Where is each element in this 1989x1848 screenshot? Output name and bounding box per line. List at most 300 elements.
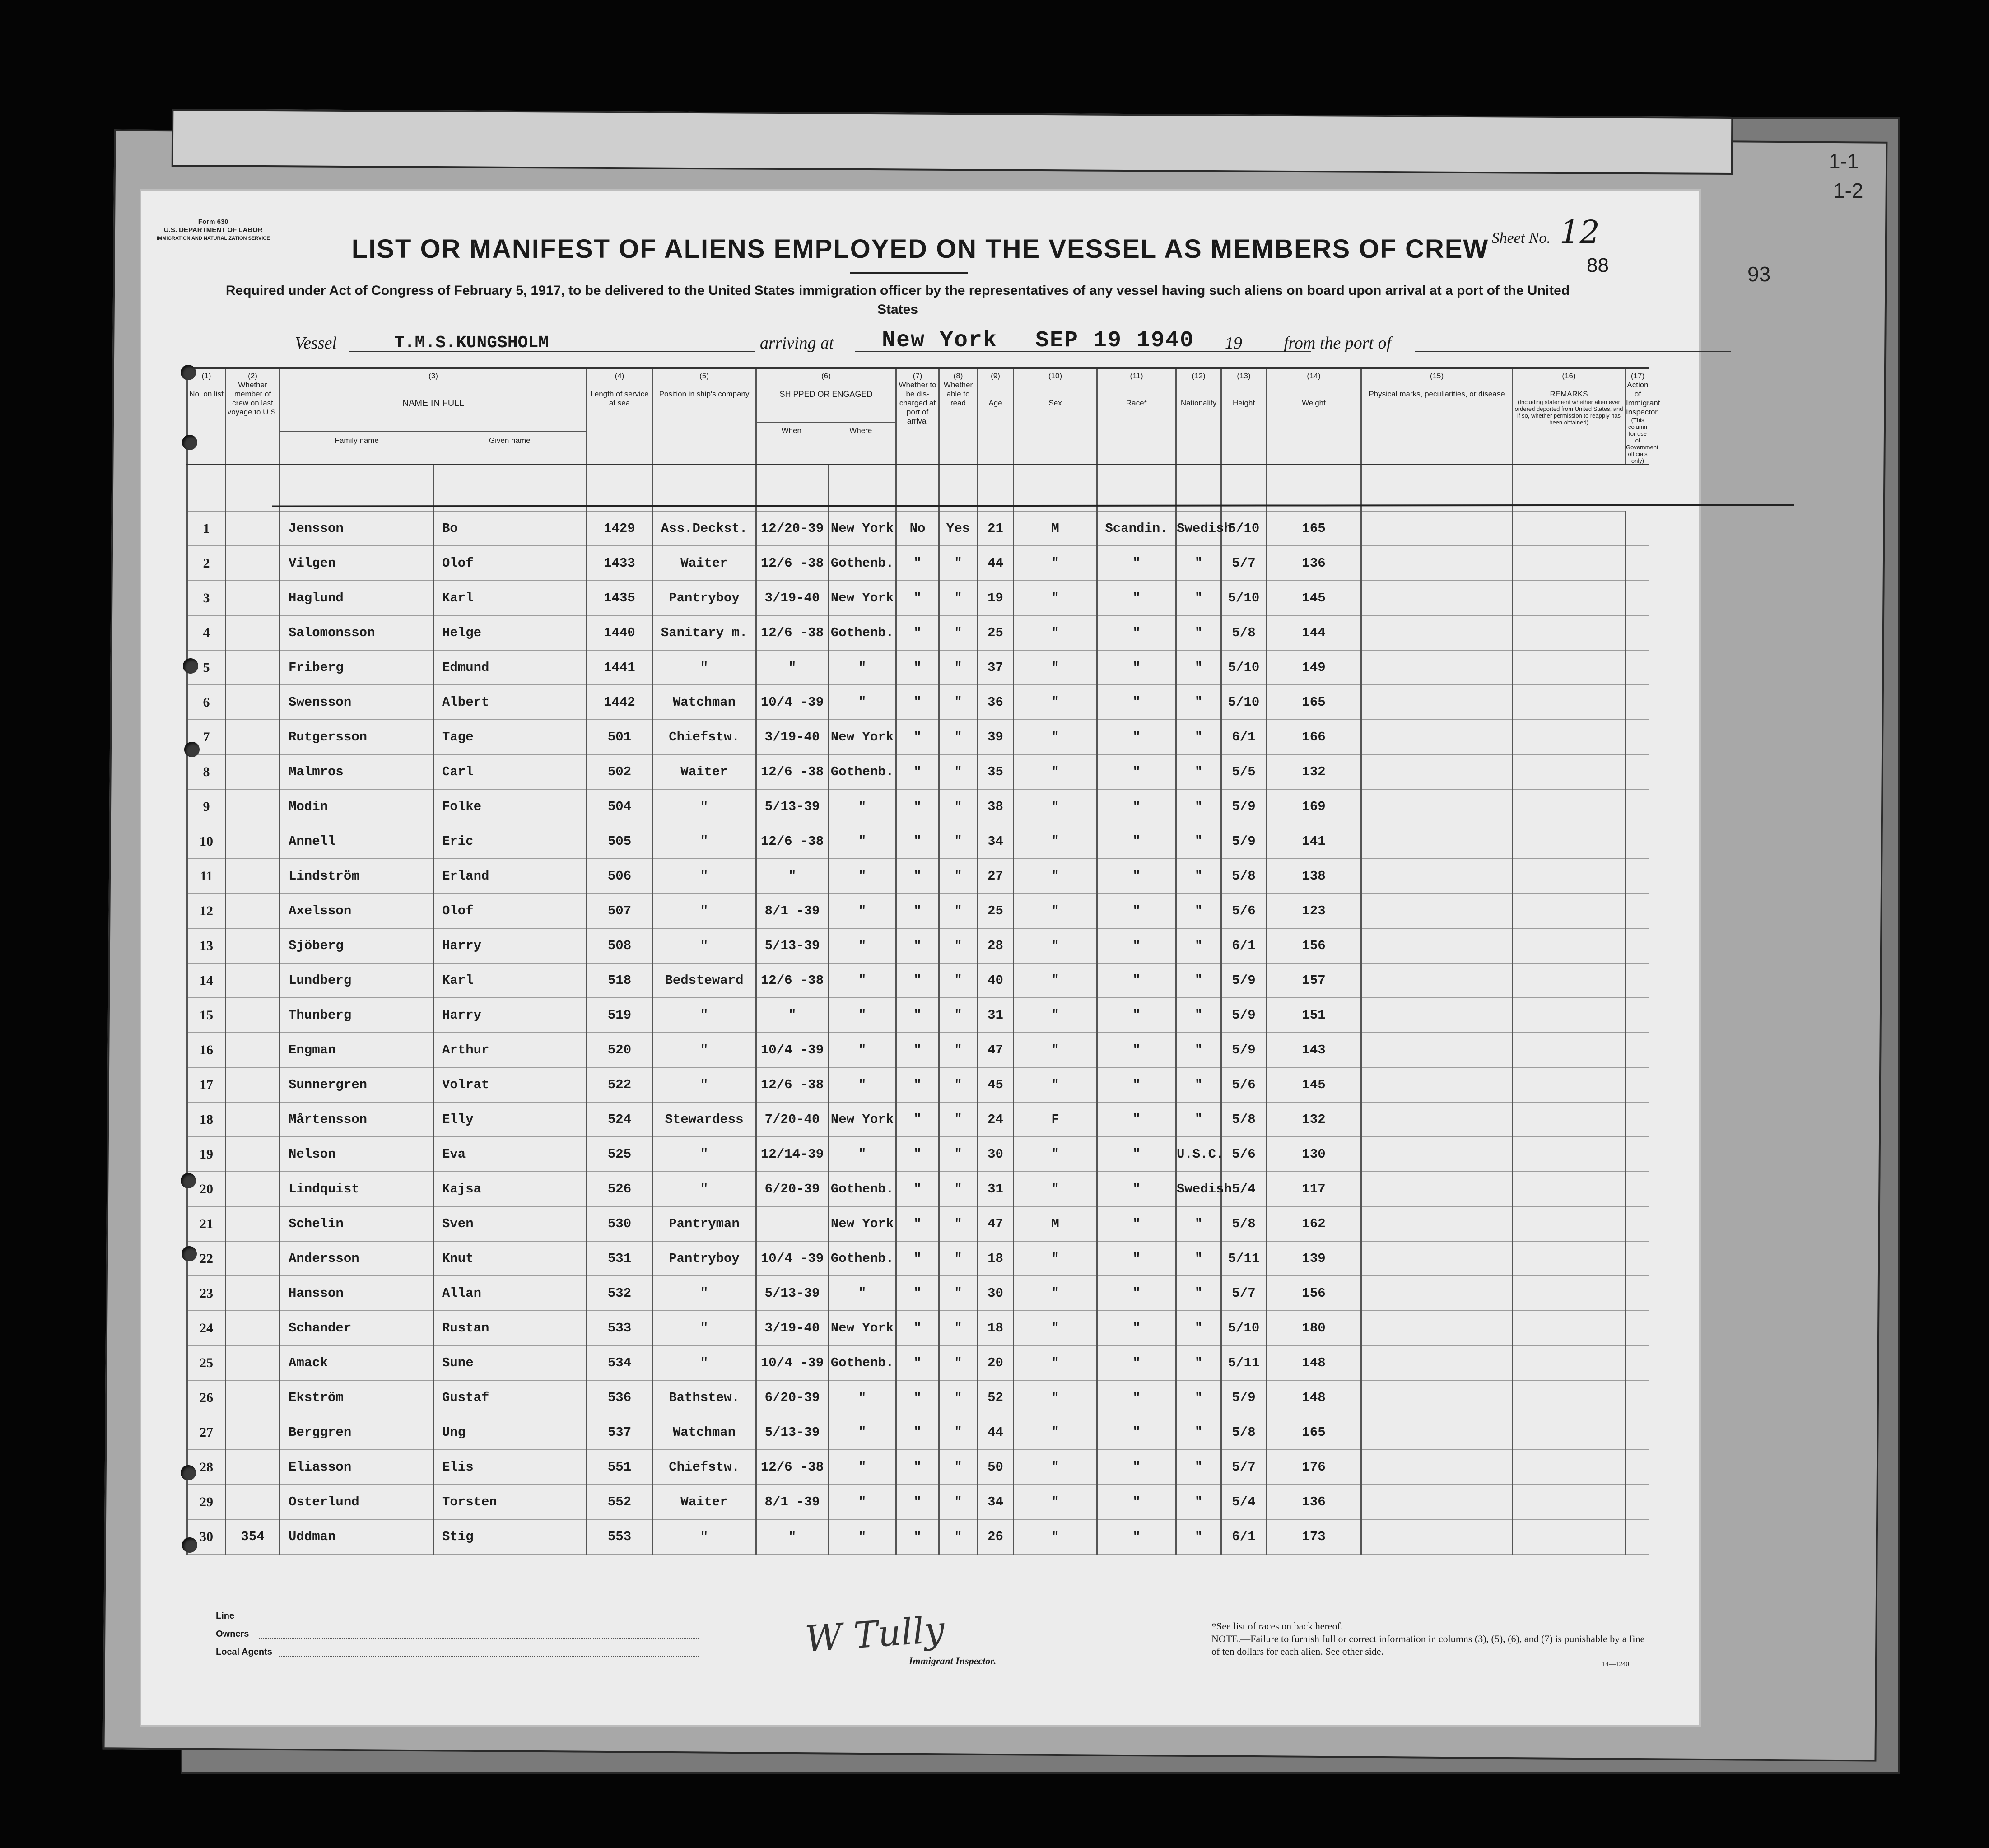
service-cell: 519 [587,998,652,1033]
remarks-cell [1513,1519,1626,1554]
family-name-cell: Lundberg [280,963,433,998]
col-header-race: (11) Race* [1097,368,1176,465]
given-name-cell: Stig [433,1519,587,1554]
sex-cell: " [1014,650,1097,685]
discharged-cell: " [896,685,939,720]
inspector-action-cell [1626,754,1649,789]
physical-marks-cell [1361,1519,1513,1554]
discharged-cell: " [896,1137,939,1172]
shipped-when-cell: " [756,1519,829,1554]
table-row [187,1276,1650,1311]
table-row [187,1380,1650,1415]
row-number: 25 [187,1345,226,1380]
service-cell: 522 [587,1067,652,1102]
age-cell: 18 [978,1311,1014,1345]
shipped-where-cell: " [829,1276,896,1311]
punch-hole [182,1246,197,1261]
weight-cell: 144 [1267,615,1361,650]
weight-cell: 143 [1267,1033,1361,1067]
punch-hole [181,1173,196,1188]
shipped-where-cell: " [829,963,896,998]
inspector-action-cell [1626,894,1649,928]
table-row [187,928,1650,963]
service-cell: 1440 [587,615,652,650]
nationality-cell: " [1176,1311,1221,1345]
title-underline [850,272,968,274]
given-name-cell: Olof [433,546,587,581]
shipped-where-cell: " [829,859,896,894]
family-name-cell: Schelin [280,1206,433,1241]
shipped-when-cell: 3/19-40 [756,720,829,754]
prev-voyage-cell [226,824,280,859]
weight-cell: 173 [1267,1519,1361,1554]
remarks-cell [1513,963,1626,998]
height-cell: 5/11 [1221,1345,1267,1380]
outer-page-number: 93 [1747,262,1771,286]
discharged-cell: " [896,963,939,998]
remarks-cell [1513,998,1626,1033]
remarks-cell [1513,928,1626,963]
weight-cell: 132 [1267,1102,1361,1137]
given-name-cell: Erland [433,859,587,894]
height-cell: 5/9 [1221,998,1267,1033]
prev-voyage-cell [226,685,280,720]
year-prefix: 19 [1225,334,1242,353]
height-cell: 5/9 [1221,963,1267,998]
remarks-cell [1513,581,1626,615]
from-port-label: from the port of [1284,334,1392,353]
shipped-when-cell: 12/6 -38 [756,1450,829,1485]
weight-cell: 130 [1267,1137,1361,1172]
read-cell: " [939,1519,978,1554]
remarks-cell [1513,789,1626,824]
physical-marks-cell [1361,894,1513,928]
weight-cell: 149 [1267,650,1361,685]
age-cell: 26 [978,1519,1014,1554]
row-number: 26 [187,1380,226,1415]
height-cell: 5/10 [1221,511,1267,546]
prev-voyage-cell [226,894,280,928]
position-cell: Watchman [652,685,756,720]
sex-cell: " [1014,615,1097,650]
discharged-cell: " [896,1311,939,1345]
prev-voyage-cell [226,963,280,998]
physical-marks-cell [1361,546,1513,581]
prev-voyage-cell [226,754,280,789]
inspector-action-cell [1626,1102,1649,1137]
sex-cell: " [1014,1067,1097,1102]
prev-voyage-cell [226,1380,280,1415]
position-cell: " [652,824,756,859]
sex-cell: " [1014,1241,1097,1276]
discharged-cell: " [896,1033,939,1067]
table-row [187,650,1650,685]
shipped-where-cell: New York [829,1102,896,1137]
arrival-port: New York [882,328,998,354]
nationality-cell: " [1176,1241,1221,1276]
inspector-action-cell [1626,511,1649,546]
header-row [187,368,1650,465]
sex-cell: " [1014,1172,1097,1206]
prev-voyage-cell [226,1206,280,1241]
height-cell: 5/9 [1221,824,1267,859]
physical-marks-cell [1361,1415,1513,1450]
service-cell: 508 [587,928,652,963]
col-header-age: (9) Age [978,368,1014,465]
prev-voyage-cell [226,1276,280,1311]
inspector-action-cell [1626,1450,1649,1485]
remarks-cell [1513,1276,1626,1311]
race-cell: " [1097,1067,1176,1102]
nationality-cell: " [1176,720,1221,754]
age-cell: 40 [978,963,1014,998]
row-number: 23 [187,1276,226,1311]
table-row [187,963,1650,998]
row-number: 15 [187,998,226,1033]
prev-voyage-cell [226,615,280,650]
row-number: 16 [187,1033,226,1067]
read-cell: " [939,685,978,720]
given-name-cell: Albert [433,685,587,720]
service-cell: 532 [587,1276,652,1311]
sex-cell: " [1014,928,1097,963]
nationality-cell: " [1176,1067,1221,1102]
shipped-when-cell: 3/19-40 [756,581,829,615]
inspector-action-cell [1626,1276,1649,1311]
sex-cell: " [1014,824,1097,859]
shipped-where-cell: New York [829,511,896,546]
row-number: 14 [187,963,226,998]
weight-cell: 165 [1267,685,1361,720]
age-cell: 36 [978,685,1014,720]
height-cell: 5/9 [1221,1033,1267,1067]
row-number: 2 [187,546,226,581]
crew-manifest-table [186,367,1660,1555]
family-name-cell: Haglund [280,581,433,615]
row-number: 8 [187,754,226,789]
remarks-cell [1513,1241,1626,1276]
discharged-cell: " [896,1276,939,1311]
row-number: 13 [187,928,226,963]
nationality-cell: " [1176,928,1221,963]
table-row [187,859,1650,894]
nationality-cell: " [1176,1102,1221,1137]
position-cell: Pantryboy [652,581,756,615]
given-name-cell: Harry [433,998,587,1033]
shipped-where-cell: New York [829,1206,896,1241]
given-name-cell: Karl [433,581,587,615]
physical-marks-cell [1361,859,1513,894]
given-name-cell: Arthur [433,1033,587,1067]
col-header-weight: (14) Weight [1267,368,1361,465]
table-row [187,685,1650,720]
prev-voyage-cell [226,859,280,894]
remarks-cell [1513,1067,1626,1102]
read-cell: " [939,859,978,894]
race-cell: " [1097,859,1176,894]
race-cell: " [1097,1102,1176,1137]
sex-cell: " [1014,1415,1097,1450]
position-cell: " [652,1519,756,1554]
height-cell: 5/7 [1221,1276,1267,1311]
inspector-action-cell [1626,859,1649,894]
shipped-when-cell: 8/1 -39 [756,1485,829,1519]
height-cell: 5/7 [1221,546,1267,581]
weight-cell: 157 [1267,963,1361,998]
position-cell: Chiefstw. [652,720,756,754]
read-cell: " [939,894,978,928]
table-row [187,1485,1650,1519]
prev-voyage-cell [226,928,280,963]
family-name-cell: Engman [280,1033,433,1067]
row-number: 3 [187,581,226,615]
table-row [187,754,1650,789]
position-cell: Ass.Deckst. [652,511,756,546]
service-cell: 506 [587,859,652,894]
discharged-cell: " [896,720,939,754]
shipped-where-cell: " [829,928,896,963]
given-name-cell: Olof [433,894,587,928]
family-name-cell: Mårtensson [280,1102,433,1137]
prev-voyage-cell [226,1033,280,1067]
sex-cell: " [1014,754,1097,789]
nationality-cell: " [1176,754,1221,789]
age-cell: 30 [978,1276,1014,1311]
weight-cell: 138 [1267,859,1361,894]
prev-voyage-cell [226,1137,280,1172]
row-number: 9 [187,789,226,824]
physical-marks-cell [1361,824,1513,859]
race-cell: " [1097,685,1176,720]
service-cell: 1433 [587,546,652,581]
discharged-cell: " [896,754,939,789]
age-cell: 38 [978,789,1014,824]
shipped-where-cell: " [829,998,896,1033]
row-number: 27 [187,1415,226,1450]
height-cell: 5/10 [1221,1311,1267,1345]
height-cell: 5/10 [1221,650,1267,685]
age-cell: 45 [978,1067,1014,1102]
race-cell: " [1097,1172,1176,1206]
age-cell: 27 [978,859,1014,894]
service-cell: 504 [587,789,652,824]
row-number: 5 [187,650,226,685]
prev-voyage-cell [226,720,280,754]
physical-marks-cell [1361,789,1513,824]
age-cell: 20 [978,1345,1014,1380]
shipped-where-cell: " [829,789,896,824]
service-cell: 553 [587,1519,652,1554]
age-cell: 35 [978,754,1014,789]
table-row [187,1067,1650,1102]
race-cell: Scandin. [1097,511,1176,546]
shipped-when-cell: 8/1 -39 [756,894,829,928]
table-row [187,1241,1650,1276]
prev-voyage-cell [226,650,280,685]
family-name-cell: Andersson [280,1241,433,1276]
col-header-service: (4) Length of service at sea [587,368,652,465]
height-cell: 6/1 [1221,1519,1267,1554]
prev-voyage-cell [226,511,280,546]
race-cell: " [1097,1450,1176,1485]
form-subtitle: Required under Act of Congress of February 5, 1917, to be delivered to the United States immigration officer by the representatives of any vessel having such aliens on board upon arrival at a port of the United States [225,283,1570,317]
nationality-cell: " [1176,1415,1221,1450]
row-number: 20 [187,1172,226,1206]
position-cell: Waiter [652,754,756,789]
table-row [187,720,1650,754]
shipped-when-cell: 12/6 -38 [756,754,829,789]
owners-label: Owners [216,1629,249,1639]
position-cell: " [652,1345,756,1380]
position-cell: " [652,1137,756,1172]
remarks-cell [1513,1102,1626,1137]
discharged-cell: " [896,998,939,1033]
inspector-action-cell [1626,1415,1649,1450]
position-cell: " [652,1276,756,1311]
table-row [187,1172,1650,1206]
shipped-when-cell: 12/6 -38 [756,824,829,859]
given-name-cell: Elly [433,1102,587,1137]
service-cell: 1442 [587,685,652,720]
service-cell: 551 [587,1450,652,1485]
form-identifier: Form 630 U.S. DEPARTMENT OF LABOR IMMIGRATION AND NATURALIZATION SERVICE [157,218,270,241]
race-cell: " [1097,894,1176,928]
remarks-cell [1513,685,1626,720]
form-code: 14—1240 [1602,1661,1629,1668]
shipped-where-cell: " [829,650,896,685]
sex-cell: " [1014,546,1097,581]
row-number: 10 [187,824,226,859]
given-name-cell: Allan [433,1276,587,1311]
row-number: 1 [187,511,226,546]
position-cell: Chiefstw. [652,1450,756,1485]
sex-cell: " [1014,859,1097,894]
service-cell: 552 [587,1485,652,1519]
age-cell: 50 [978,1450,1014,1485]
vessel-label: Vessel [295,334,337,353]
shipped-when-cell: 6/20-39 [756,1172,829,1206]
remarks-cell [1513,1206,1626,1241]
form-title: LIST OR MANIFEST OF ALIENS EMPLOYED ON THE VESSEL AS MEMBERS OF CREW [351,234,1489,264]
family-name-cell: Jensson [280,511,433,546]
age-cell: 28 [978,928,1014,963]
physical-marks-cell [1361,685,1513,720]
family-name-cell: Modin [280,789,433,824]
race-cell: " [1097,1241,1176,1276]
nationality-cell: " [1176,789,1221,824]
date-stamp: SEP 19 1940 [1035,328,1195,354]
prev-voyage-cell [226,1485,280,1519]
inspector-action-cell [1626,963,1649,998]
read-cell: " [939,1485,978,1519]
inspector-action-cell [1626,1345,1649,1380]
col-header-name: (3) NAME IN FULL Family name Given name [280,368,587,465]
nationality-cell: " [1176,1380,1221,1415]
remarks-cell [1513,511,1626,546]
family-name-cell: Axelsson [280,894,433,928]
sex-cell: " [1014,1380,1097,1415]
position-cell: " [652,928,756,963]
service-cell: 518 [587,963,652,998]
age-cell: 31 [978,998,1014,1033]
shipped-where-cell: " [829,1380,896,1415]
discharged-cell: " [896,1241,939,1276]
family-name-cell: Osterlund [280,1485,433,1519]
read-cell: " [939,998,978,1033]
shipped-when-cell: 5/13-39 [756,1276,829,1311]
position-cell: Bathstew. [652,1380,756,1415]
race-cell: " [1097,1276,1176,1311]
given-name-cell: Eric [433,824,587,859]
inspector-action-cell [1626,1519,1649,1554]
given-name-cell: Kajsa [433,1172,587,1206]
race-cell: " [1097,928,1176,963]
sex-cell: M [1014,1206,1097,1241]
position-cell: Sanitary m. [652,615,756,650]
family-name-cell: Lindström [280,859,433,894]
row-number: 24 [187,1311,226,1345]
sex-cell: " [1014,1033,1097,1067]
crew-rows [187,511,1650,1554]
row-number: 28 [187,1450,226,1485]
shipped-where-cell: Gothenb. [829,1241,896,1276]
inspector-action-cell [1626,789,1649,824]
table-row [187,1415,1650,1450]
inspector-action-cell [1626,998,1649,1033]
service-cell: 524 [587,1102,652,1137]
weight-cell: 156 [1267,1276,1361,1311]
sex-cell: " [1014,1485,1097,1519]
table-row [187,581,1650,615]
physical-marks-cell [1361,720,1513,754]
nationality-cell: " [1176,1450,1221,1485]
shipped-when-cell: " [756,859,829,894]
physical-marks-cell [1361,928,1513,963]
shipped-when-cell: 5/13-39 [756,1415,829,1450]
nationality-cell: " [1176,963,1221,998]
discharged-cell: " [896,1485,939,1519]
height-cell: 5/8 [1221,1415,1267,1450]
col-header-prev-voyage: (2) Whether member of crew on last voyage to U.S. [226,368,280,465]
discharged-cell: " [896,1519,939,1554]
physical-marks-cell [1361,1206,1513,1241]
row-number: 7 [187,720,226,754]
discharged-cell: " [896,1172,939,1206]
shipped-where-cell: " [829,1519,896,1554]
page-stack-top-edge [172,109,1733,175]
shipped-when-cell: 10/4 -39 [756,685,829,720]
service-cell: 501 [587,720,652,754]
table-row [187,824,1650,859]
from-port-underline [1415,333,1731,352]
weight-cell: 165 [1267,1415,1361,1450]
service-cell: 531 [587,1241,652,1276]
read-cell: " [939,1276,978,1311]
position-cell: Waiter [652,546,756,581]
footnote [1211,1620,1654,1658]
shipped-where-cell: New York [829,1311,896,1345]
given-name-cell: Folke [433,789,587,824]
remarks-cell [1513,1033,1626,1067]
sex-cell: " [1014,1450,1097,1485]
inspector-action-cell [1626,720,1649,754]
remarks-cell [1513,650,1626,685]
age-cell: 24 [978,1102,1014,1137]
weight-cell: 117 [1267,1172,1361,1206]
weight-cell: 165 [1267,511,1361,546]
nationality-cell: " [1176,581,1221,615]
physical-marks-cell [1361,1137,1513,1172]
